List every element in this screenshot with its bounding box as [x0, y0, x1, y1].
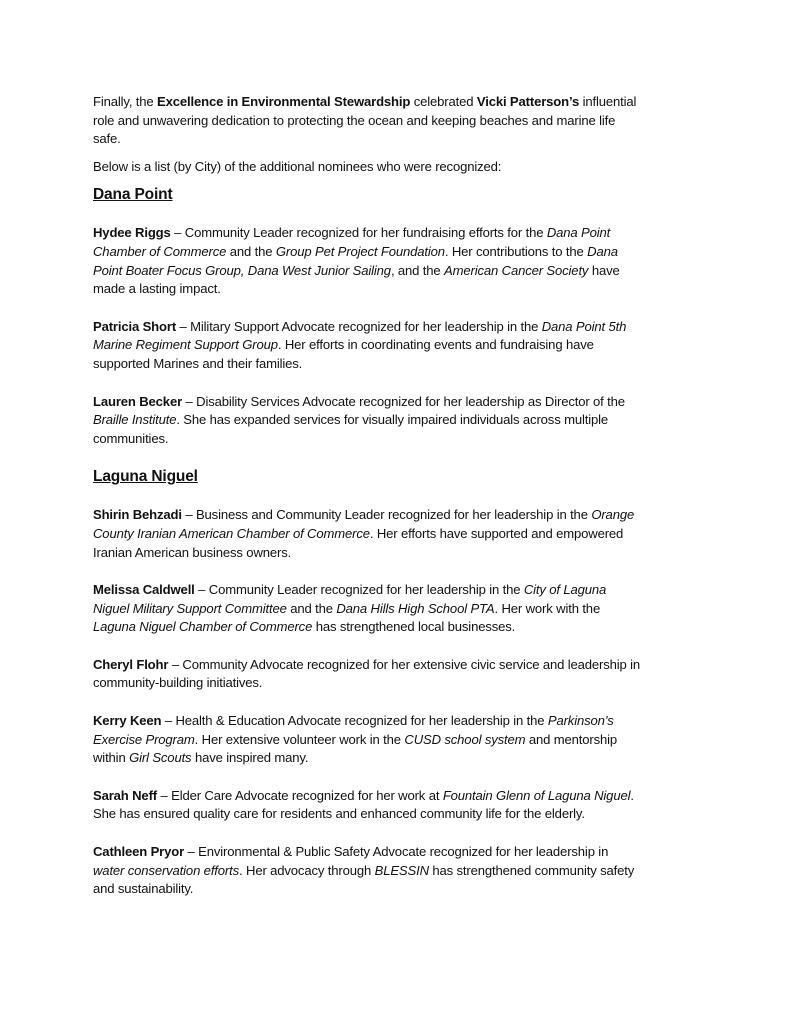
- document-page: [93, 93, 703, 899]
- nominee-name: Patricia Short: [93, 318, 177, 334]
- nominee-name: Melissa Caldwell: [93, 582, 195, 598]
- list-intro: Below is a list (by City) of the additional nominees who were recognized:: [93, 158, 502, 174]
- nominee-entry: Melissa Caldwell – Community Leader recognized for her leadership in the City of Laguna Niguel Military Support Committee and the Dana Hills High School PTA. Her work with the Laguna Niguel Chamber of Commerce has strengthened local businesses.: [93, 582, 607, 635]
- intro-paragraph: Finally, the Excellence in Environmental Stewardship celebrated Vicki Patterson’s influential role and unwavering dedication to protecting the ocean and keeping beaches and marine life safe.: [93, 94, 637, 147]
- nominee-entry: Hydee Riggs – Community Leader recognized for her fundraising efforts for the Dana Point Chamber of Commerce and the Group Pet Project Foundation. Her contributions to the Dana Point Boater Focus Group, Dana West Junior Sailing, and the American Cancer Society have made a lasting impact.: [93, 225, 620, 297]
- nominee-name: Shirin Behzadi: [93, 507, 182, 523]
- honoree-name: Vicki Patterson’s: [476, 94, 580, 109]
- nominee-name: Sarah Neff: [93, 787, 157, 803]
- award-name: Excellence in Environmental Stewardship: [157, 94, 411, 109]
- nominee-entry: Patricia Short – Military Support Advocate recognized for her leadership in the Dana Point 5th Marine Regiment Support Group. Her efforts in coordinating events and fundraising have supported Marines and their families.: [93, 318, 627, 371]
- nominee-entry: Lauren Becker – Disability Services Advocate recognized for her leadership as Director of the Braille Institute. She has expanded services for visually impaired individuals across multiple communities.: [93, 393, 625, 446]
- nominee-name: Hydee Riggs: [93, 225, 171, 241]
- nominee-name: Lauren Becker: [93, 393, 183, 409]
- section-heading-dana-point: Dana Point: [93, 186, 173, 204]
- section-heading-laguna-niguel: Laguna Niguel: [93, 468, 198, 486]
- nominee-entry: Kerry Keen – Health & Education Advocate recognized for her leadership in the Parkinson’s Exercise Program. Her extensive volunteer work in the CUSD school system and mentorship within Girl Scouts have inspired many.: [93, 713, 618, 766]
- nominee-entry: Shirin Behzadi – Business and Community Leader recognized for her leadership in the Orange County Iranian American Chamber of Commerce. Her efforts have supported and empowered Iranian American business owners.: [93, 507, 635, 560]
- nominee-entry: Sarah Neff – Elder Care Advocate recognized for her work at Fountain Glenn of Laguna Niguel. She has ensured quality care for residents and enhanced community life for the elderly.: [93, 787, 634, 822]
- nominee-name: Cathleen Pryor: [93, 844, 185, 860]
- nominee-entry: Cheryl Flohr – Community Advocate recognized for her extensive civic service and leadership in community-building initiatives.: [93, 656, 641, 691]
- nominee-name: Kerry Keen: [93, 713, 162, 729]
- nominee-name: Cheryl Flohr: [93, 656, 169, 672]
- nominee-entry: Cathleen Pryor – Environmental & Public Safety Advocate recognized for her leadership in water conservation efforts. Her advocacy through BLESSIN has strengthened community safety and sustainability.: [93, 844, 635, 897]
